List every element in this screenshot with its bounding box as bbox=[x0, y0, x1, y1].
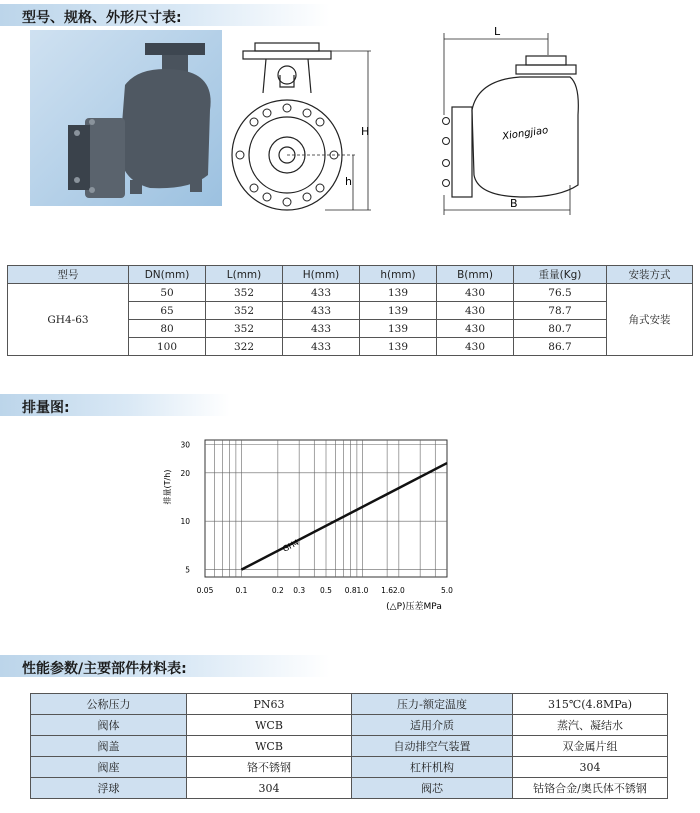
flow-chart bbox=[150, 425, 480, 620]
x-tick-label: 0.1 bbox=[235, 586, 248, 595]
y-tick-label: 5 bbox=[185, 565, 190, 575]
x-tick-label: 2.0 bbox=[392, 586, 405, 595]
front-view-drawing bbox=[225, 35, 385, 220]
dimension-label-h: h bbox=[345, 175, 352, 188]
table-cell: 65 bbox=[129, 302, 206, 320]
y-tick-label: 20 bbox=[180, 468, 190, 478]
section-title-flow: 排量图: bbox=[22, 400, 70, 416]
param-value: 钴铬合金/奥氏体不锈钢 bbox=[513, 778, 668, 799]
y-tick-label: 30 bbox=[180, 440, 190, 450]
dimension-label-L: L bbox=[494, 25, 501, 38]
table-cell: 80 bbox=[129, 320, 206, 338]
x-axis-label: (△P)压差MPa bbox=[386, 602, 442, 612]
steam-trap-photo-illustration bbox=[30, 30, 222, 206]
table-cell: 139 bbox=[360, 302, 437, 320]
spec-header: h(mm) bbox=[360, 266, 437, 284]
x-tick-label: 1.0 bbox=[356, 586, 369, 595]
param-label: 自动排空气装置 bbox=[352, 736, 513, 757]
table-cell: 430 bbox=[437, 284, 514, 302]
side-view-drawing bbox=[430, 25, 600, 215]
spec-header: B(mm) bbox=[437, 266, 514, 284]
table-cell: 322 bbox=[206, 338, 283, 356]
param-label: 杠杆机构 bbox=[352, 757, 513, 778]
spec-header: 安装方式 bbox=[607, 266, 693, 284]
param-label: 阀体 bbox=[31, 715, 187, 736]
param-value: 蒸汽、凝结水 bbox=[513, 715, 668, 736]
table-row bbox=[31, 778, 668, 799]
table-cell: 352 bbox=[206, 320, 283, 338]
table-cell: 433 bbox=[283, 302, 360, 320]
table-cell: 76.5 bbox=[514, 284, 607, 302]
spec-header: 重量(Kg) bbox=[514, 266, 607, 284]
table-cell: 352 bbox=[206, 302, 283, 320]
table-cell: 100 bbox=[129, 338, 206, 356]
section-header-flow bbox=[0, 394, 230, 416]
param-label: 公称压力 bbox=[31, 694, 187, 715]
spec-header: L(mm) bbox=[206, 266, 283, 284]
table-cell: 433 bbox=[283, 320, 360, 338]
table-cell: 430 bbox=[437, 338, 514, 356]
param-value: WCB bbox=[187, 715, 352, 736]
section-header-materials bbox=[0, 655, 330, 677]
table-cell: 86.7 bbox=[514, 338, 607, 356]
table-cell: 139 bbox=[360, 338, 437, 356]
product-photo bbox=[30, 30, 222, 206]
materials-table bbox=[30, 693, 668, 799]
param-value: 铬不锈钢 bbox=[187, 757, 352, 778]
spec-header: DN(mm) bbox=[129, 266, 206, 284]
table-cell: 80.7 bbox=[514, 320, 607, 338]
x-tick-label: 5.0 bbox=[441, 586, 453, 595]
y-tick-label: 10 bbox=[180, 517, 190, 527]
table-cell: 352 bbox=[206, 284, 283, 302]
table-row bbox=[8, 284, 693, 302]
spec-header: 型号 bbox=[8, 266, 129, 284]
param-label: 压力-额定温度 bbox=[352, 694, 513, 715]
param-value: WCB bbox=[187, 736, 352, 757]
param-value: 304 bbox=[513, 757, 668, 778]
dimension-label-B: B bbox=[510, 197, 518, 210]
dimension-label-H: H bbox=[361, 125, 370, 138]
param-value: 315℃(4.8MPa) bbox=[513, 694, 668, 715]
y-axis-label: 排量(T/h) bbox=[163, 469, 172, 505]
section-header-dimensions bbox=[0, 4, 330, 26]
param-value: 304 bbox=[187, 778, 352, 799]
series-line-gh4 bbox=[241, 463, 447, 570]
table-row bbox=[31, 694, 668, 715]
x-tick-label: 0.2 bbox=[271, 586, 284, 595]
table-cell: 433 bbox=[283, 338, 360, 356]
spec-table-header-row bbox=[8, 266, 693, 284]
param-label: 浮球 bbox=[31, 778, 187, 799]
param-label: 适用介质 bbox=[352, 715, 513, 736]
table-cell: 430 bbox=[437, 320, 514, 338]
table-cell: 430 bbox=[437, 302, 514, 320]
x-tick-label: 0.3 bbox=[293, 586, 306, 595]
table-cell: 139 bbox=[360, 284, 437, 302]
install-cell: 角式安装 bbox=[607, 284, 693, 356]
param-value: PN63 bbox=[187, 694, 352, 715]
param-label: 阀芯 bbox=[352, 778, 513, 799]
spec-table bbox=[7, 265, 693, 356]
param-label: 阀座 bbox=[31, 757, 187, 778]
table-cell: 433 bbox=[283, 284, 360, 302]
table-row bbox=[31, 757, 668, 778]
table-row bbox=[31, 736, 668, 757]
series-label: GH4 bbox=[281, 537, 301, 554]
x-tick-label: 0.8 bbox=[344, 586, 357, 595]
section-title-materials: 性能参数/主要部件材料表: bbox=[22, 661, 187, 677]
brand-logo: Xiongjiao bbox=[501, 125, 549, 143]
x-tick-label: 0.05 bbox=[196, 586, 214, 595]
model-cell: GH4-63 bbox=[8, 284, 129, 356]
table-cell: 78.7 bbox=[514, 302, 607, 320]
table-cell: 50 bbox=[129, 284, 206, 302]
table-cell: 139 bbox=[360, 320, 437, 338]
spec-header: H(mm) bbox=[283, 266, 360, 284]
param-value: 双金属片组 bbox=[513, 736, 668, 757]
section-title-dimensions: 型号、规格、外形尺寸表: bbox=[22, 10, 182, 26]
table-row bbox=[31, 715, 668, 736]
x-tick-label: 1.6 bbox=[381, 586, 394, 595]
param-label: 阀盖 bbox=[31, 736, 187, 757]
x-tick-label: 0.5 bbox=[320, 586, 332, 595]
